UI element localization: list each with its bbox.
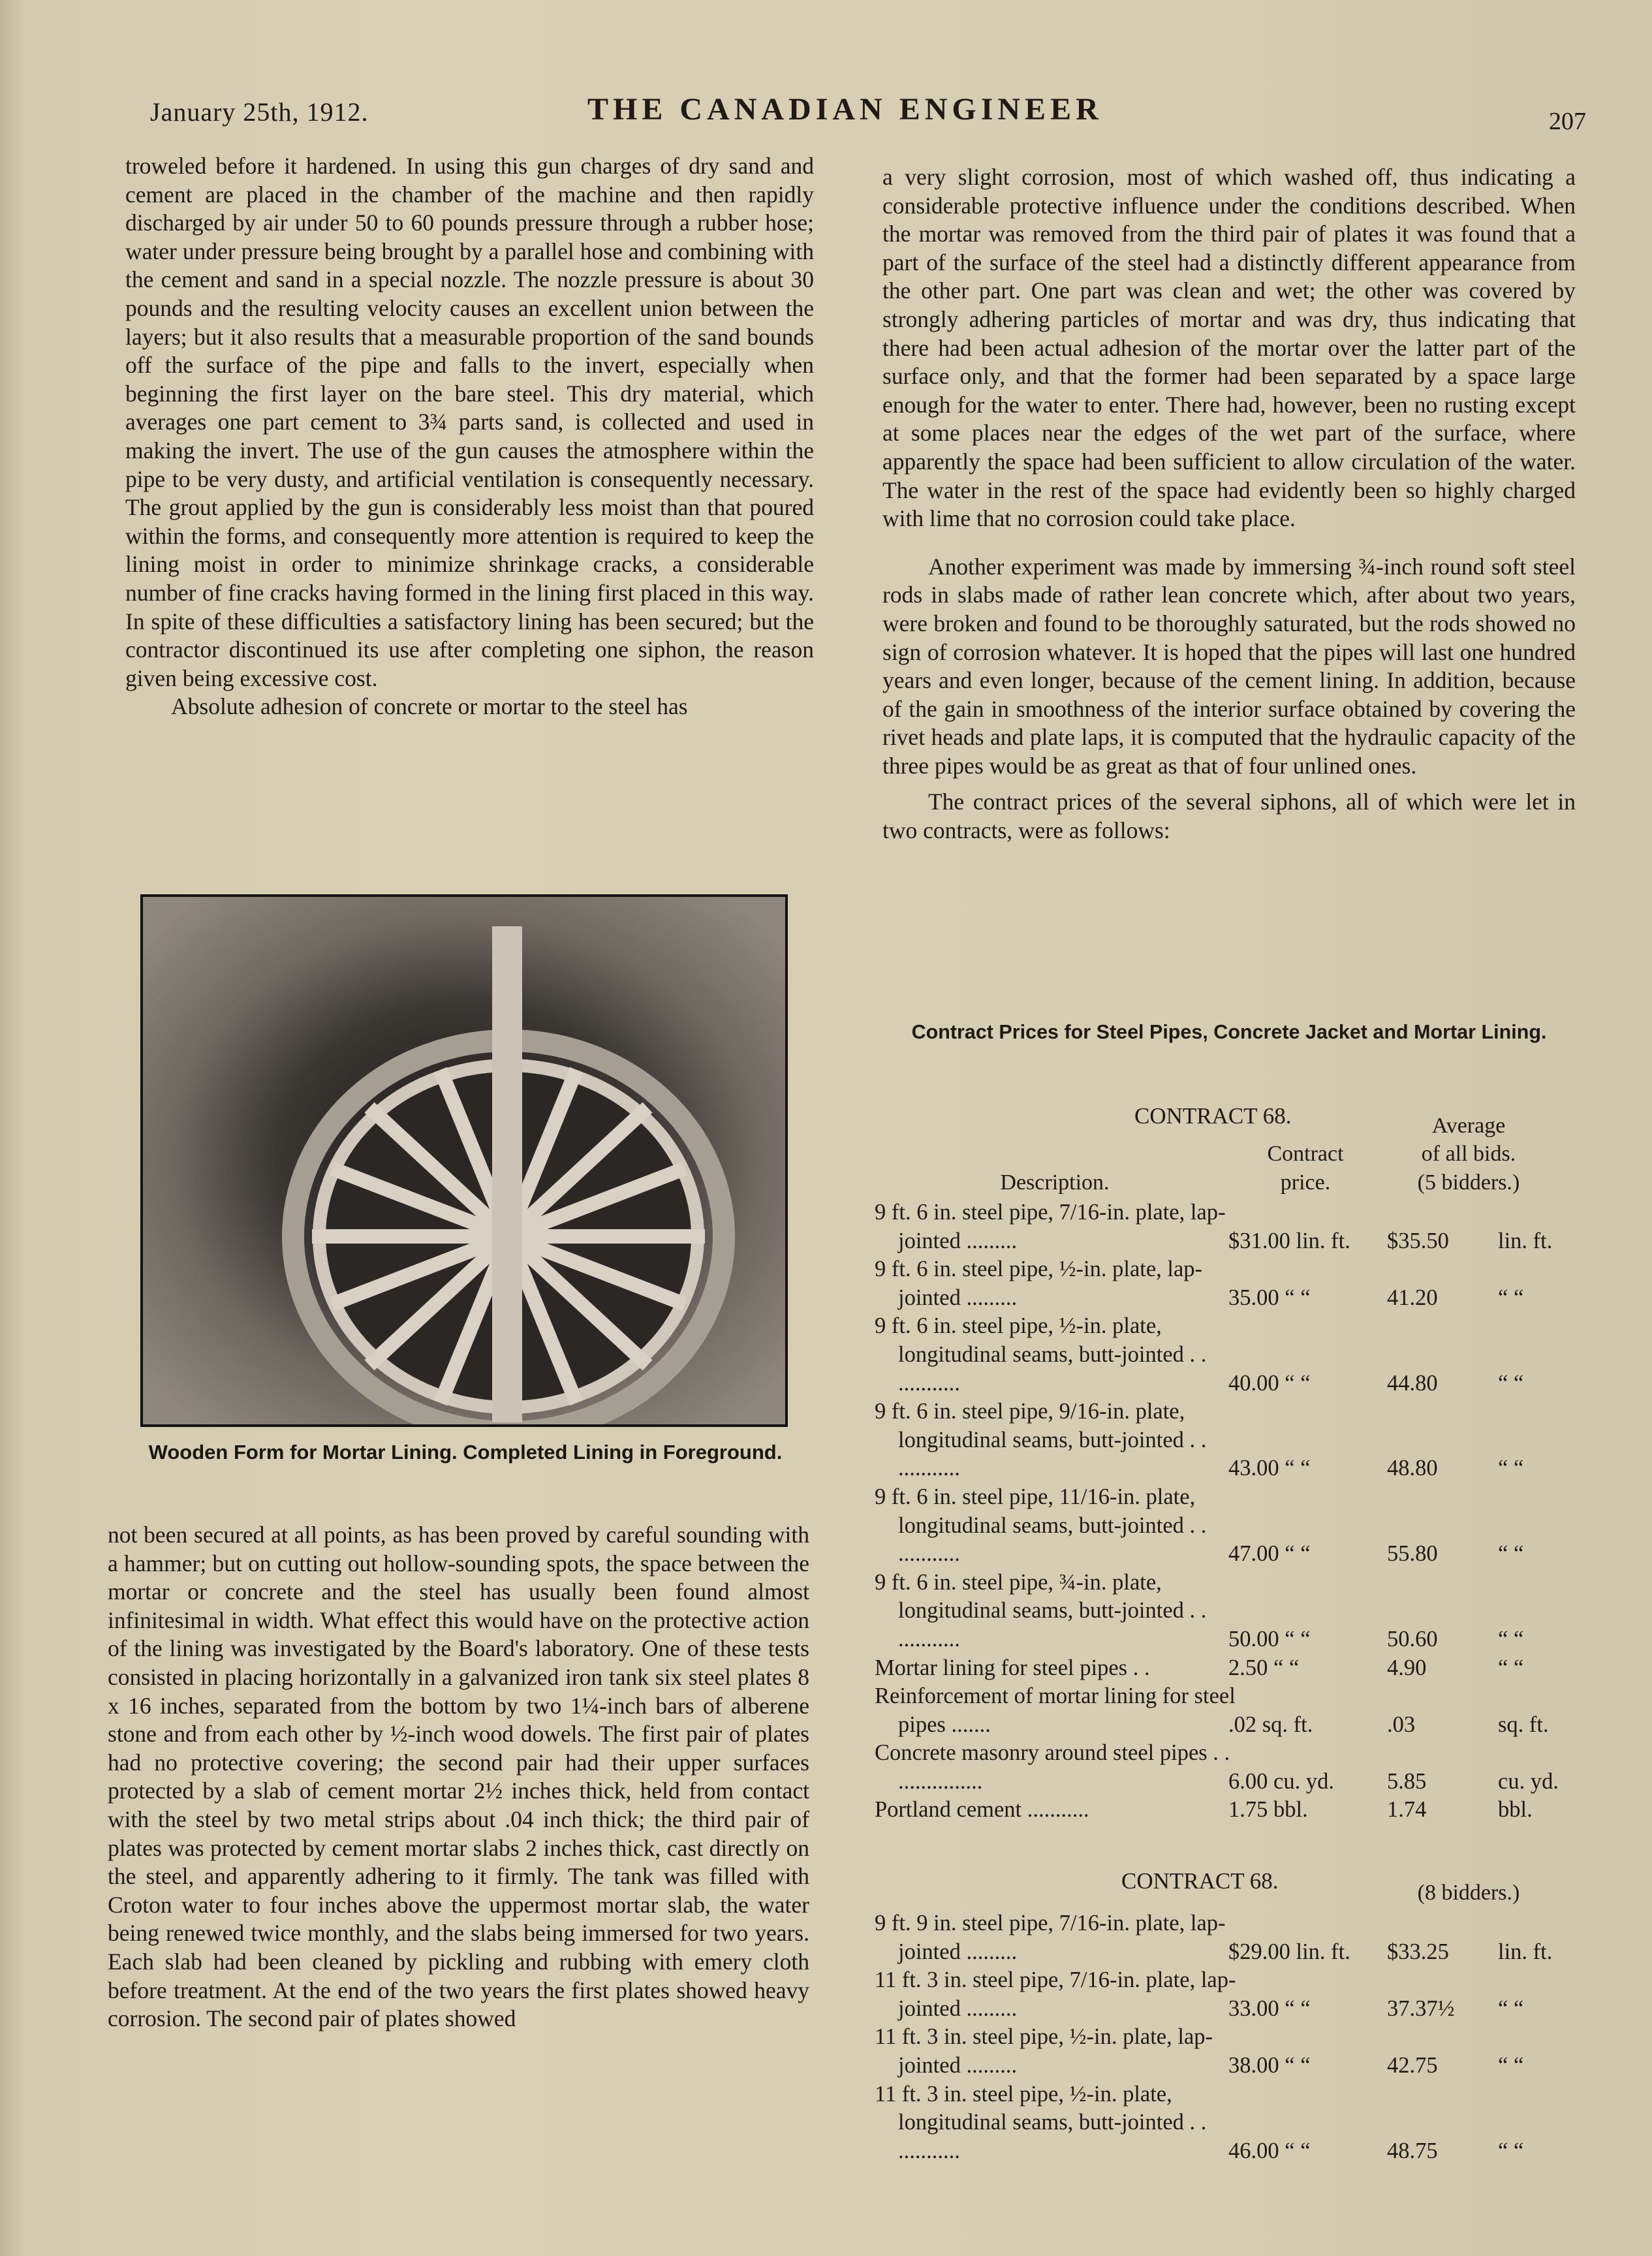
contract-heading: CONTRACT 68. — [1121, 1868, 1279, 1894]
row-average-bid: 1.74 — [1387, 1797, 1427, 1823]
table-row — [875, 1198, 1586, 1255]
row-contract-price: 1.75 bbl. — [1228, 1797, 1308, 1823]
row-unit: “ “ — [1498, 1655, 1524, 1680]
row-unit: “ “ — [1498, 2052, 1524, 2078]
row-contract-price: 33.00 “ “ — [1228, 1996, 1311, 2021]
row-average-bid: 55.80 — [1387, 1541, 1438, 1567]
row-average-bid: 48.75 — [1387, 2138, 1438, 2163]
row-description: Reinforcement of mortar lining for steel pipes ....... — [875, 1684, 1236, 1737]
row-average-bid: 42.75 — [1387, 2052, 1438, 2078]
row-unit: “ “ — [1498, 1370, 1524, 1396]
row-description: 9 ft. 6 in. steel pipe, ½-in. plate, longitudinal seams, butt-jointed . . ........... — [875, 1313, 1207, 1396]
column-heading: Contract — [1267, 1142, 1344, 1166]
table-row — [875, 1739, 1586, 1796]
row-contract-price: 43.00 “ “ — [1228, 1456, 1311, 1481]
row-description: 11 ft. 3 in. steel pipe, ½-in. plate, lap-jointed ......... — [875, 2024, 1213, 2078]
row-unit: lin. ft. — [1498, 1939, 1553, 1964]
table-row — [875, 2023, 1586, 2080]
row-description: 9 ft. 9 in. steel pipe, 7/16-in. plate, lap-jointed ......... — [875, 1911, 1226, 1964]
row-contract-price: $31.00 lin. ft. — [1228, 1228, 1350, 1253]
row-description: 9 ft. 6 in. steel pipe, ½-in. plate, lap-jointed ......... — [875, 1257, 1203, 1310]
contract-heading: CONTRACT 68. — [1134, 1103, 1292, 1129]
row-description: 9 ft. 6 in. steel pipe, 11/16-in. plate, longitudinal seams, butt-jointed . . ........... — [875, 1484, 1207, 1567]
row-description: 9 ft. 6 in. steel pipe, 9/16-in. plate, longitudinal seams, butt-jointed . . ........... — [875, 1399, 1207, 1481]
row-unit: sq. ft. — [1498, 1712, 1549, 1737]
row-average-bid: 48.80 — [1387, 1456, 1438, 1481]
row-unit: “ “ — [1498, 1456, 1524, 1481]
row-unit: “ “ — [1498, 1541, 1524, 1567]
column-heading: Average — [1431, 1114, 1506, 1138]
row-unit: “ “ — [1498, 2138, 1524, 2163]
table-row — [875, 2080, 1586, 2166]
body-paragraph: not been secured at all points, as has been proved by careful sounding with a hammer; but on cutting out hollow-sounding spots, the space between the mortar or concrete and the steel has usually been found almost infinitesimal in width. What effect this would have on the protective action of the lining was investigated by the Board's laboratory. One of these tests consisted in placing horizontally in a galvanized iron tank six steel plates 8 x 16 inches, separated from the bottom by two 1¼-inch bars of alberene stone and from each other by ½-inch wood dowels. The first pair of plates had no protective covering; the second pair had their upper surfaces protected by a slab of cement mortar 2½ inches thick, held from contact with the steel by two metal strips about .04 inch thick; the third pair of plates was protected by cement mortar slabs 2 inches thick, cast directly on the steel, and apparently adhering to it firmly. The tank was filled with Croton water to four inches above the uppermost mortar slab, the water being renewed twice monthly, and the slabs being immersed for two years. Each slab had been cleaned by pickling and rubbing with emery cloth before treatment. At the end of the two years the first plates showed heavy corrosion. The second pair of plates showed — [108, 1522, 809, 2032]
page-number: 207 — [1549, 108, 1586, 135]
column-heading: (8 bidders.) — [1417, 1881, 1520, 1905]
wooden-form-photo — [143, 897, 785, 1424]
row-average-bid: 37.37½ — [1387, 1996, 1455, 2021]
figure — [140, 894, 790, 1466]
table-row — [875, 1796, 1586, 1825]
column-heading: Description. — [1000, 1170, 1110, 1195]
contract-table-rows — [875, 1909, 1586, 2165]
table-row — [875, 1483, 1586, 1569]
body-paragraph: Another experiment was made by immersing ¾-inch round soft steel rods in slabs made of rather lean concrete which, after about two years, were broken and found to be thoroughly saturated, but the rods showed no sign of corrosion whatever. It is hoped that the pipes will last one hundred years and even longer, because of the cement lining. In addition, because of the gain in smoothness of the interior surface obtained by covering the rivet heads and plate laps, it is computed that the hydraulic capacity of the three pipes would be as great as that of four unlined ones. — [882, 553, 1576, 779]
row-average-bid: $33.25 — [1387, 1939, 1449, 1964]
row-average-bid: 4.90 — [1387, 1655, 1427, 1680]
row-contract-price: .02 sq. ft. — [1228, 1712, 1313, 1737]
row-average-bid: $35.50 — [1387, 1228, 1449, 1253]
table-row — [875, 1255, 1586, 1312]
column-heading: (5 bidders.) — [1417, 1170, 1520, 1195]
row-contract-price: 38.00 “ “ — [1228, 2052, 1311, 2078]
left-column-bottom — [108, 1521, 809, 2033]
table-row — [875, 1654, 1586, 1683]
row-contract-price: 6.00 cu. yd. — [1228, 1768, 1334, 1794]
table-row — [875, 1966, 1586, 2023]
row-average-bid: 41.20 — [1387, 1285, 1438, 1310]
figure-caption: Wooden Form for Mortar Lining. Completed Lining in Foreground. — [148, 1441, 783, 1464]
row-contract-price: 40.00 “ “ — [1228, 1370, 1311, 1396]
row-description: Mortar lining for steel pipes . . — [875, 1655, 1150, 1680]
body-paragraph: troweled before it hardened. In using this gun charges of dry sand and cement are placed in the chamber of the machine and then rapidly discharged by air under 50 to 60 pounds pressure through a rubber hose; water under pressure being brought by a parallel hose and combining with the cement and sand in a special nozzle. The nozzle pressure is about 30 pounds and the resulting velocity causes an excellent union between the layers; but it also results that a measurable proportion of the sand bounds off the surface of the pipe and falls to the invert, especially when beginning the first layer on the bare steel. This dry material, which averages one part cement to 3¾ parts sand, is collected and used in making the invert. The use of the gun causes the atmosphere within the pipe to be very dusty, and artificial ventilation is consequently necessary. The grout applied by the gun is considerably less moist than that poured within the forms, and consequently more attention is required to keep the lining moist in order to minimize shrinkage cracks, a considerable number of fine cracks having formed in the lining first placed in this way. In spite of these difficulties a satisfactory lining has been secured; but the contractor discontinued its use after completing one siphon, the reason given being excessive cost. — [125, 153, 814, 691]
row-description: Concrete masonry around steel pipes . . ............... — [875, 1740, 1230, 1794]
table-row — [875, 1398, 1586, 1483]
row-unit: cu. yd. — [1498, 1768, 1559, 1794]
column-heading: price. — [1280, 1170, 1331, 1195]
row-unit: bbl. — [1498, 1797, 1533, 1823]
row-unit: lin. ft. — [1498, 1228, 1553, 1253]
row-description: 11 ft. 3 in. steel pipe, ½-in. plate, longitudinal seams, butt-jointed . . ........... — [875, 2081, 1207, 2163]
row-unit: “ “ — [1498, 1996, 1524, 2021]
row-description: 11 ft. 3 in. steel pipe, 7/16-in. plate, lap-jointed ......... — [875, 1967, 1236, 2021]
row-average-bid: .03 — [1387, 1712, 1416, 1737]
row-unit: “ “ — [1498, 1285, 1524, 1310]
row-contract-price: 50.00 “ “ — [1228, 1626, 1311, 1652]
row-description: Portland cement ........... — [875, 1797, 1089, 1823]
row-contract-price: 47.00 “ “ — [1228, 1541, 1311, 1567]
page-header — [150, 91, 1586, 144]
row-description: 9 ft. 6 in. steel pipe, 7/16-in. plate, lap-jointed ......... — [875, 1200, 1226, 1253]
row-average-bid: 5.85 — [1387, 1768, 1427, 1794]
row-description: 9 ft. 6 in. steel pipe, ¾-in. plate, longitudinal seams, butt-jointed . . ........... — [875, 1569, 1207, 1652]
body-paragraph: The contract prices of the several siphons, all of which were let in two contracts, were as follows: — [882, 789, 1576, 844]
body-paragraph: a very slight corrosion, most of which washed off, thus indicating a considerable protective influence under the conditions described. When the mortar was removed from the third pair of plates it was found that a part of the surface of the steel had a distinctly different appearance from the other part. One part was clean and wet; the other was covered by strongly adhering particles of mortar and was dry, thus indicating that there had been actual adhesion of the mortar over the latter part of the surface only, and that the former had been separated by a space large enough for the water to enter. There had, however, been no rusting except at some places near the edges of the wet part of the surface, where apparently the space had been sufficient to allow circulation of the water. The water in the rest of the space had evidently been so highly charged with lime that no corrosion could take place. — [882, 164, 1576, 532]
row-contract-price: 2.50 “ “ — [1228, 1655, 1300, 1680]
row-contract-price: 35.00 “ “ — [1228, 1285, 1311, 1310]
right-column — [882, 163, 1576, 845]
column-heading: of all bids. — [1421, 1142, 1516, 1166]
body-paragraph: Absolute adhesion of concrete or mortar to the steel has — [171, 693, 688, 720]
journal-title: THE CANADIAN ENGINEER — [587, 92, 1103, 127]
left-column-top — [125, 152, 814, 721]
row-average-bid: 44.80 — [1387, 1370, 1438, 1396]
table-row — [875, 1569, 1586, 1654]
figure-photo — [140, 894, 788, 1427]
table-title: Contract Prices for Steel Pipes, Concrete Jacket and Mortar Lining. — [911, 1021, 1547, 1043]
contract-table-rows — [875, 1198, 1586, 1825]
row-contract-price: 46.00 “ “ — [1228, 2138, 1311, 2163]
row-average-bid: 50.60 — [1387, 1626, 1438, 1652]
issue-date: January 25th, 1912. — [150, 97, 369, 127]
table-row — [875, 1909, 1586, 1966]
row-unit: “ “ — [1498, 1626, 1524, 1652]
table-row — [875, 1682, 1586, 1739]
table-row — [875, 1312, 1586, 1398]
row-contract-price: $29.00 lin. ft. — [1228, 1939, 1350, 1964]
